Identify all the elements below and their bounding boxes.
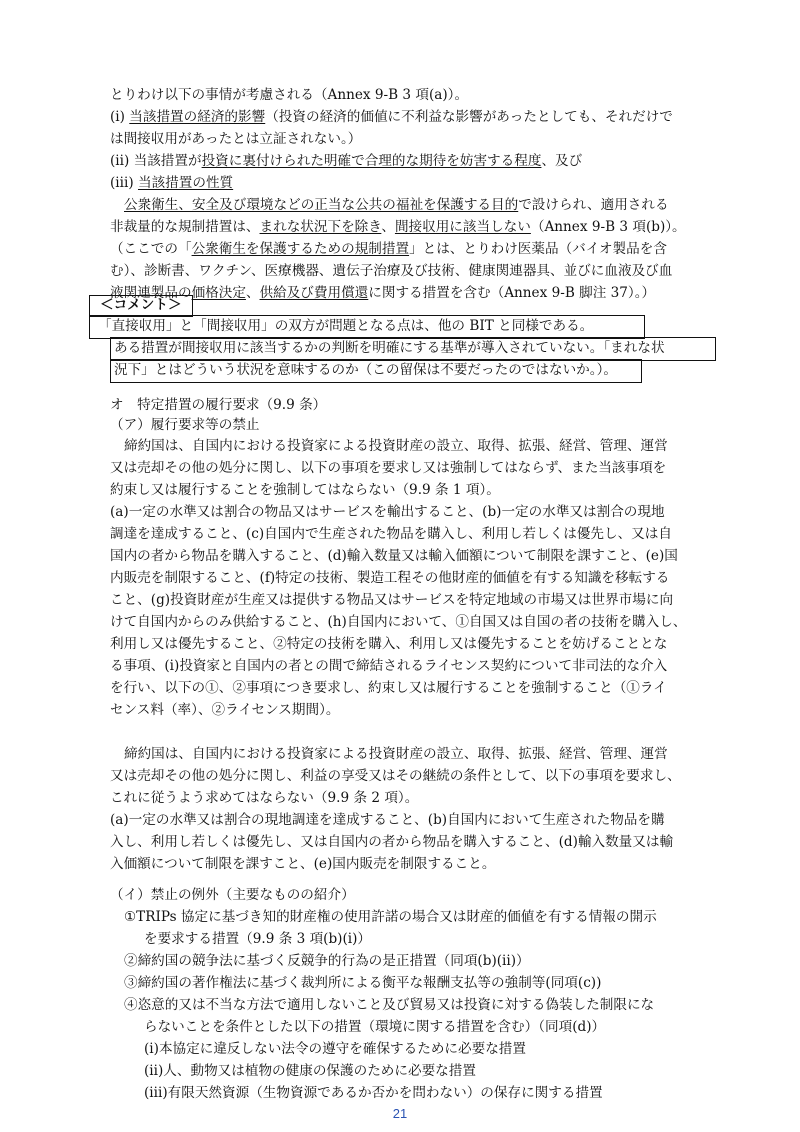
- text-line: 非裁量的な規制措置は、まれな状況下を除き、間接収用に該当しない（Annex 9-B 3 項(b)）。: [110, 219, 686, 235]
- text-line: は間接収用があったとは立証されない。）: [110, 131, 362, 147]
- text-line: 公衆衛生、安全及び環境などの正当な公共の福祉を保護する目的で設けられ、適用される: [124, 197, 669, 213]
- list-line: 利用し又は優先すること、②特定の技術を購入、利用し又は優先することを妨げることとな: [110, 636, 668, 652]
- subsection-heading: （イ）禁止の例外（主要なものの紹介）: [110, 887, 355, 903]
- page-number: 21: [392, 1106, 408, 1121]
- text-line: (i) 当該措置の経済的影響（投資の経済的価値に不利益な影響があったとしても、それだけで: [110, 109, 673, 125]
- list-line: センス料（率）、②ライセンス期間）。: [110, 702, 340, 718]
- subsection-heading: （ア）履行要求等の禁止: [110, 417, 260, 433]
- paragraph-line: 又は売却その他の処分に関し、利益の享受又はその継続の条件として、以下の事項を要求し、: [110, 768, 681, 784]
- list-line: けて自国内からのみ供給すること、(h)自国内において、①自国又は自国の者の技術を購入し、: [110, 614, 687, 630]
- exception-subitem: (iii)有限天然資源（生物資源であるか否かを問わない）の保存に関する措置: [144, 1085, 603, 1101]
- list-line: 国内の者から物品を購入すること、(d)輸入数量又は輸入価額について制限を課すこと、(e)国: [110, 548, 678, 564]
- exception-item: ①TRIPs 協定に基づき知的財産権の使用許諾の場合又は財産的価値を有する情報の開示: [124, 909, 657, 925]
- text-line: とりわけ以下の事情が考慮される（Annex 9-B 3 項(a)）。: [110, 87, 469, 103]
- paragraph-line: 締約国は、自国内における投資家による投資財産の設立、取得、拡張、経営、管理、運営: [124, 746, 668, 762]
- exception-item: ②締約国の競争法に基づく反競争的行為の是正措置（同項(b)(ii)）: [124, 953, 530, 969]
- section-title: オ 特定措置の履行要求（9.9 条）: [110, 397, 327, 413]
- exception-item: ④恣意的又は不当な方法で適用しないこと及び貿易又は投資に対する偽装した制限にな: [124, 997, 655, 1013]
- paragraph-line: 又は売却その他の処分に関し、以下の事項を要求し又は強制してはならず、また当該事項を: [110, 460, 667, 476]
- paragraph-line: 締約国は、自国内における投資家による投資財産の設立、取得、拡張、経営、管理、運営: [124, 438, 668, 454]
- list-line: 入価額について制限を課すこと、(e)国内販売を制限すること。: [110, 856, 496, 872]
- comment-line: 況下」とはどういう状況を意味するのか（この留保は不要だったのではないか。）。: [114, 362, 617, 378]
- text-line: (ii) 当該措置が投資に裏付けられた明確で合理的な期待を妨害する程度、及び: [110, 153, 583, 169]
- list-line: る事項、(i)投資家と自国内の者との間で締結されるライセンス契約について非司法的な介入: [110, 658, 668, 674]
- list-line: 内販売を制限すること、(f)特定の技術、製造工程その他財産的価値を有する知識を移転する: [110, 570, 670, 586]
- text-line: 液関連製品の価格決定、供給及び費用償還に関する措置を含む（Annex 9-B 脚注 37）。）: [110, 285, 656, 301]
- list-line: 入し、利用し若しくは優先し、又は自国内の者から物品を購入すること、(d)輸入数量又は輸: [110, 834, 674, 850]
- paragraph-line: これに従うよう求めてはならない（9.9 条 2 項）。: [110, 790, 419, 806]
- exception-item: ③締約国の著作権法に基づく裁判所による衡平な報酬支払等の強制等(同項(c)): [124, 975, 602, 991]
- list-line: 調達を達成すること、(c)自国内で生産された物品を購入し、利用し若しくは優先し、又は自: [110, 526, 672, 542]
- exception-subitem: (ii)人、動物又は植物の健康の保護のために必要な措置: [144, 1063, 476, 1079]
- list-line: (a)一定の水準又は割合の物品又はサービスを輸出すること、(b)一定の水準又は割合の現地: [110, 504, 665, 520]
- comment-heading: ＜コメント＞: [100, 297, 182, 313]
- text-line: む）、診断書、ワクチン、医療機器、遺伝子治療及び技術、健康関連器具、並びに血液及び血: [110, 263, 673, 279]
- text-line: (iii) 当該措置の性質: [110, 175, 234, 191]
- list-line: (a)一定の水準又は割合の現地調達を達成すること、(b)自国内において生産された物品を購: [110, 812, 665, 828]
- exception-item: を要求する措置（9.9 条 3 項(b)(i)）: [144, 931, 372, 947]
- exception-subitem: (i)本協定に違反しない法令の遵守を確保するために必要な措置: [144, 1041, 526, 1057]
- comment-line: 「直接収用」と「間接収用」の双方が問題となる点は、他の BIT と同様である。: [98, 318, 594, 334]
- text-line: （ここでの「公衆衛生を保護するための規制措置」とは、とりわけ医薬品（バイオ製品を含: [110, 241, 667, 257]
- paragraph-line: 約束し又は履行することを強制してはならない（9.9 条 1 項）。: [110, 482, 500, 498]
- comment-line: ある措置が間接収用に該当するかの判断を明確にする基準が導入されていない。「まれな状: [114, 340, 665, 356]
- exception-item: らないことを条件とした以下の措置（環境に関する措置を含む）（同項(d)）: [144, 1019, 606, 1035]
- list-line: こと、(g)投資財産が生産又は提供する物品又はサービスを特定地域の市場又は世界市場に向: [110, 592, 674, 608]
- list-line: を行い、以下の①、②事項につき要求し、約束し又は履行することを強制すること（①ライ: [110, 680, 667, 696]
